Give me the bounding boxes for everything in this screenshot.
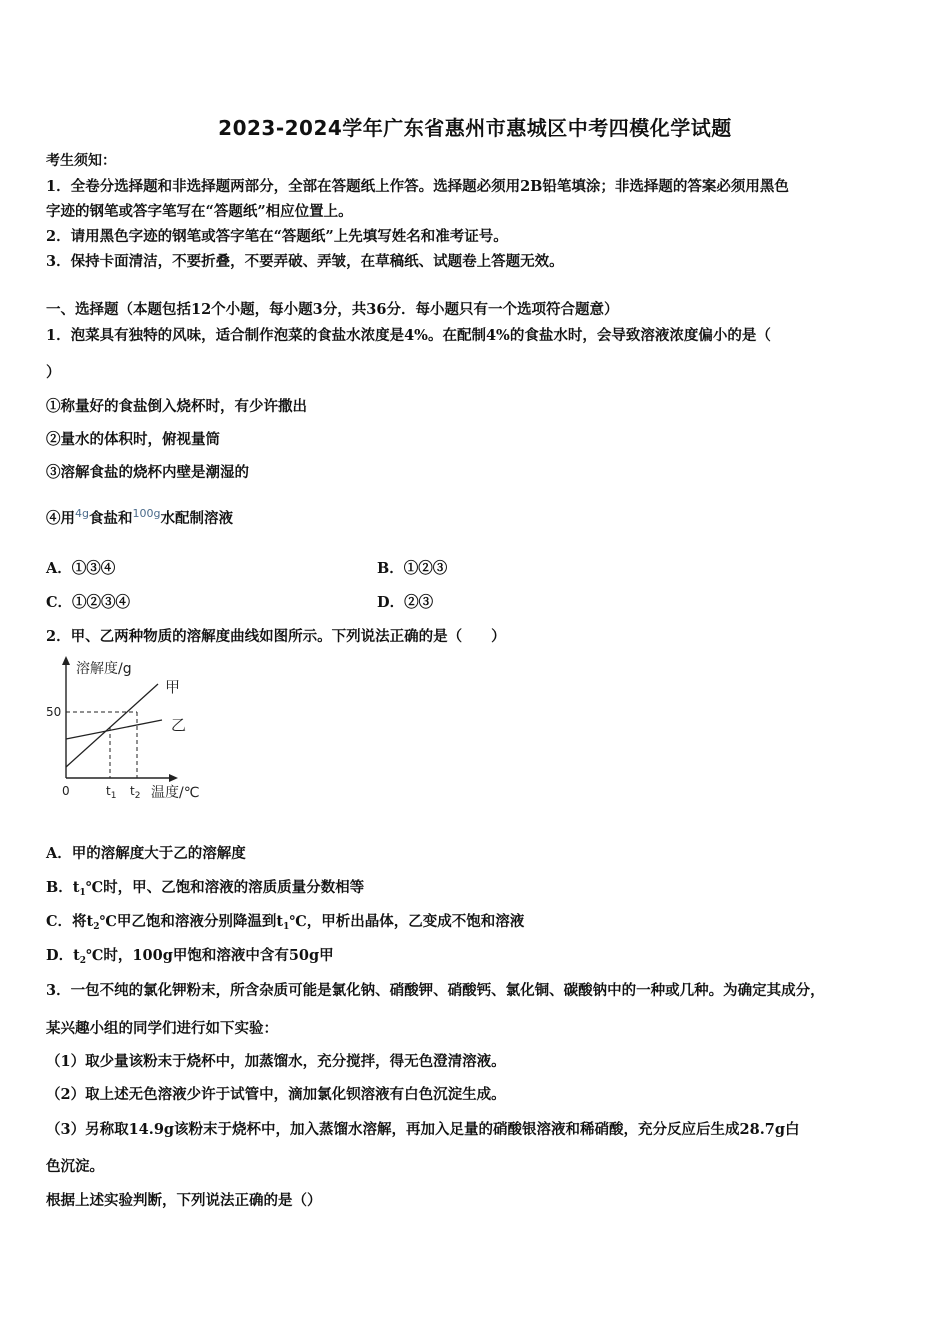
graph-t2-label: $t_2$ <box>130 784 141 801</box>
page-title: 2023-2024学年广东省惠州市惠城区中考四模化学试题 <box>218 116 732 140</box>
q3-line-1: 3．一包不纯的氯化钾粉末，所含杂质可能是氯化钠、硝酸钾、硝酸钙、氯化铜、碳酸钠中的一种或几种。为确定其成分， <box>46 982 825 999</box>
q3-step-1: （1）取少量该粉末于烧杯中，加蒸馏水，充分搅拌，得无色澄清溶液。 <box>46 1053 506 1070</box>
curve-jia <box>66 684 158 767</box>
graph-x-arrow <box>169 774 178 782</box>
graph-t1-label: $t_1$ <box>106 784 117 801</box>
graph-x-label: 温度/℃ <box>151 785 200 801</box>
solubility-graph <box>40 654 220 804</box>
q3-line-2: 某兴趣小组的同学们进行如下实验： <box>46 1020 278 1037</box>
q1-water-mass: 100g <box>132 507 161 520</box>
q1-item-4: ④用$^{4g}$食盐和$^{100g}$水配制溶液 <box>46 507 233 527</box>
q1-salt-mass: 4g <box>75 507 89 520</box>
q1-option-b[interactable]: B．①②③ <box>377 560 448 577</box>
q3-question: 根据上述实验判断，下列说法正确的是（） <box>46 1192 322 1209</box>
q1-option-a[interactable]: A．①③④ <box>46 560 116 577</box>
q2-option-c[interactable]: C．将$t_2℃$甲乙饱和溶液分别降温到$t_1℃$，甲析出晶体，乙变成不饱和溶液 <box>46 913 525 932</box>
q1-stem-end: ） <box>46 364 61 381</box>
q1-item-3: ③溶解食盐的烧杯内壁是潮湿的 <box>46 464 249 481</box>
q1-option-d[interactable]: D．②③ <box>377 594 434 611</box>
section-heading: 一、选择题（本题包括12个小题，每小题3分，共36分．每小题只有一个选项符合题意） <box>46 301 619 318</box>
series-label-jia: 甲 <box>165 678 181 696</box>
notice-line-2: 字迹的钢笔或答字笔写在“答题纸”相应位置上。 <box>46 203 353 220</box>
q3-step-3-cont: 色沉淀。 <box>46 1158 104 1175</box>
q2-option-a[interactable]: A．甲的溶解度大于乙的溶解度 <box>46 845 246 862</box>
q1-item-2: ②量水的体积时，俯视量筒 <box>46 431 220 448</box>
q2-option-d[interactable]: D．$t_2℃$时，100g甲饱和溶液中含有50g甲 <box>46 947 334 966</box>
q3-step-3: （3）另称取14.9g该粉末于烧杯中，加入蒸馏水溶解，再加入足量的硝酸银溶液和稀硝酸，充分反应后生成28.7g白 <box>46 1121 800 1138</box>
graph-y-arrow <box>62 656 70 665</box>
q3-step-2: （2）取上述无色溶液少许于试管中，滴加氯化钡溶液有白色沉淀生成。 <box>46 1086 506 1103</box>
notice-line-3: 2．请用黑色字迹的钢笔或答字笔在“答题纸”上先填写姓名和准考证号。 <box>46 228 508 245</box>
q1-option-c[interactable]: C．①②③④ <box>46 594 131 611</box>
notice-heading: 考生须知： <box>46 153 116 169</box>
graph-y-tick-50: 50 <box>46 705 62 719</box>
series-label-yi: 乙 <box>171 716 187 734</box>
graph-origin: 0 <box>62 784 70 798</box>
graph-y-label: 溶解度/g <box>76 661 132 677</box>
q2-stem: 2．甲、乙两种物质的溶解度曲线如图所示。下列说法正确的是（ ） <box>46 628 506 645</box>
notice-line-1: 1．全卷分选择题和非选择题两部分，全部在答题纸上作答。选择题必须用2B铅笔填涂；非选择题的答案必须用黑色 <box>46 178 789 195</box>
q1-stem: 1．泡菜具有独特的风味，适合制作泡菜的食盐水浓度是4%。在配制4%的食盐水时，会导致溶液浓度偏小的是（ <box>46 327 771 344</box>
notice-line-4: 3．保持卡面清洁，不要折叠，不要弄破、弄皱，在草稿纸、试题卷上答题无效。 <box>46 253 564 270</box>
q1-item-1: ①称量好的食盐倒入烧杯时，有少许撒出 <box>46 398 307 415</box>
q2-option-b[interactable]: B．$t_1℃$时，甲、乙饱和溶液的溶质质量分数相等 <box>46 879 365 898</box>
